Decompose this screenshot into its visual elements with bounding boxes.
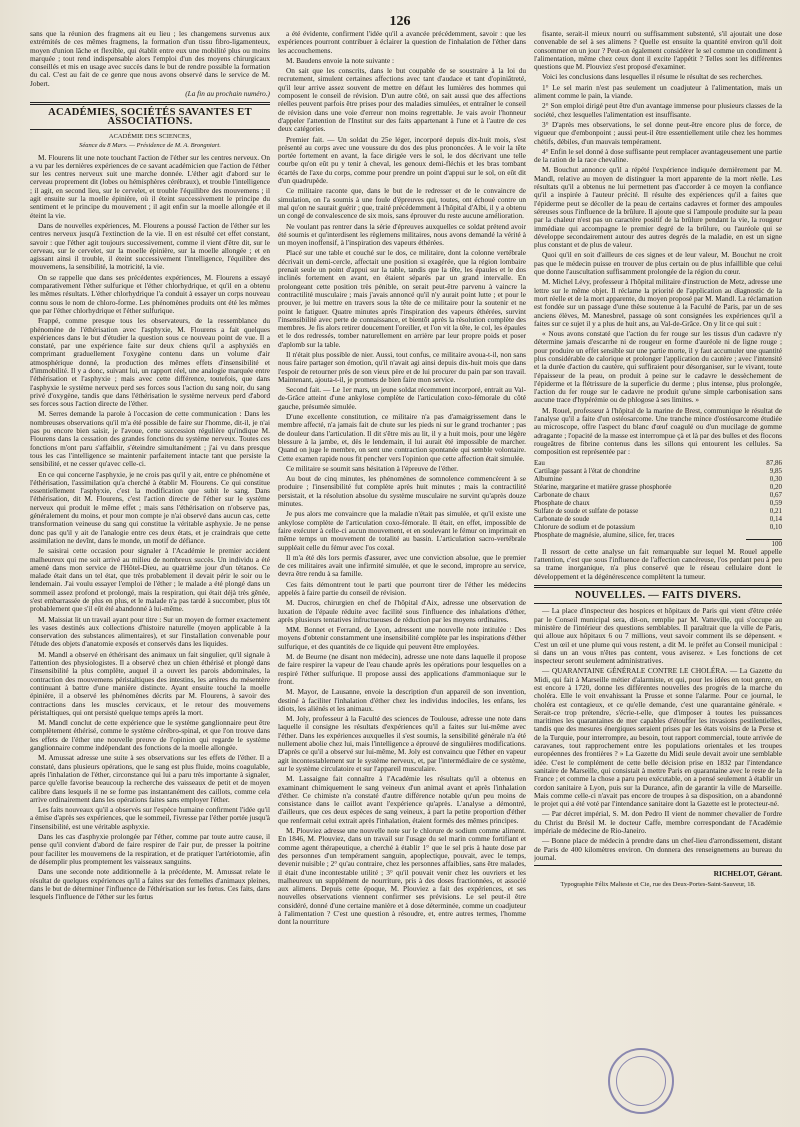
composition-row xyxy=(534,499,782,507)
composition-name: Cartilage passant à l'état de chondrine xyxy=(534,466,641,475)
article-paragraph: Ne voulant pas rentrer dans la série d'épreuves auxquelles ce soldat prétend avoir été soumis et qu'interdisent les règlemens militaires, nous avons demandé la vérité à un moyen inoffensif, à l'inspiration des vapeurs éthérées. xyxy=(278,221,526,248)
article-paragraph: Voici les conclusions dans lesquelles il résume le résultat de ses recherches. xyxy=(542,72,763,82)
session-line: Séance du 8 Mars. — Présidence de M. A. Brongniart. xyxy=(79,142,221,150)
article-paragraph: Frappé, comme presque tous les observateurs, de la ressemblance du phénomène de l'éthérisation avec l'asphyxie, M. Flourens a fait quelques expériences dans le but d'étudier la question sous ce nouveau point de vue. Il a constaté, par une expérience faite sur deux chiens qu'il a asphyxiés en comprimant graduellement l'oxygène contenu dans un volume d'air atmosphérique donné, la production des mêmes effets d'insensibilité et d'immobilité. Il y a donc, suivant lui, un rapport réel, une analogie marquée entre l'éthérisation et l'asphyxie ; mais avec cette différence, toutefois, que dans l'asphyxie le système nerveux perd ses forces sous l'action du sang noir, du sang privé d'oxygène, tandis que dans l'éthérisation le système nerveux perd d'abord ses forces sous l'action directe de l'éther. xyxy=(30,316,270,409)
composition-row xyxy=(534,483,782,491)
article-paragraph: Il n'était plus possible de nier. Aussi, tout confus, ce militaire avoua-t-il, non sans nous faire partager son émotion, qu'il n'avait agi ainsi depuis dix-huit mois que dans l'espoir de retourner près de son vieux père et de lui procurer du pain par son travail. Maintenant, ajouta-t-il, je promets de bien faire mon service. xyxy=(278,349,526,384)
composition-table xyxy=(534,459,782,539)
article-paragraph: M. Rouel, professeur à l'hôpital de la marine de Brest, communique le résultat de l'analyse qu'il a faite d'un ostéosarcome. Une tranche mince d'ostéosarcome étudiée au microscope, offre l'aspect du blanc d'œuf coagulé ou d'un mucilage de gomme adragante ; l'opacité de la masse est interrompue çà et là par des bulles et des flocons rougeâtres de fibrine contenus dans les sillons qui entourent les cellules. Sa composition est représentée par : xyxy=(534,405,782,457)
article-paragraph: a été évidente, confirment l'idée qu'il a avancée précédemment, savoir : que les expériences pourront contribuer à éclairer la question de l'inhalation de l'éther dans les accouchemens. xyxy=(278,30,526,55)
article-paragraph: M. Amussat adresse une suite à ses observations sur les effets de l'éther. Il a constaté, dans plusieurs opérations, que le sang est plus fluide, moins coagulable, après l'inhalation de l'éther, circonstance qui lui a paru très importante à signaler, parce qu'elle favorise beaucoup la recherche des vaisseaux de petit et de moyen calibre dans lesquels il ne se forme pas instantanément des caillots, comme cela arrive ordinairement dans les opérations faites sans employer l'éther. xyxy=(30,753,270,804)
section-divider xyxy=(30,102,270,105)
column-3 xyxy=(534,30,782,1110)
columns xyxy=(30,30,782,1110)
composition-name: Phosphate de chaux xyxy=(534,498,590,507)
page-number: 126 xyxy=(389,14,411,29)
composition-value: 9,85 xyxy=(769,466,782,475)
composition-row xyxy=(534,459,782,467)
article-paragraph: MM. Bonnet et Ferrand, de Lyon, adressent une nouvelle note intitulée : Des moyens d'obtenir constamment une insensibilité complète par les inspirations d'éther sulfurique, et des quantités de ce liquide qui peuvent être employées. xyxy=(278,625,526,651)
news-body xyxy=(534,607,782,862)
composition-name: Phosphate de magnésie, alumine, silice, fer, traces xyxy=(534,530,675,539)
article-paragraph: Je pus alors me convaincre que la maladie n'était pas simulée, et qu'il existe une ankylose complète de l'articulation coxo-fémorale. Il était, en effet, impossible de faire exécuter à celle-ci aucun mouvement, et en soulevant le fémur on imprimait en même temps un mouvement de totalité au bassin. L'articulation sacro-vertébrale suppléait celle du fémur avec l'os coxal. xyxy=(278,509,526,552)
article-paragraph: D'une excellente constitution, ce militaire n'a pas d'amaigrissement dans le membre affecté, n'a jamais fait de chute sur les pieds ni sur le grand trochanter ; pas de douleur dans l'articulation. Il dit s'être mis au lit, il y a huit mois, pour une légère blessure à la jambe, et, dès le lendemain, il lui aurait été impossible de marcher. Quand on juge le membre, on sent une contraction spontanée qui semble volontaire. Cette examen rapide nous fit pencher vers l'opinion que cette affection était simulée. xyxy=(278,412,526,463)
article-paragraph: Ces faits démontrent tout le parti que pourront tirer de l'éther les médecins appelés à faire partie du conseil de révision. xyxy=(278,579,526,597)
composition-row xyxy=(534,515,782,523)
article-paragraph: Il ressort de cette analyse un fait remarquable sur lequel M. Rouel appelle l'attention, c'est que sous l'influence de l'affection cancéreuse, l'os perdant peu à peu sa trame inorganique, n'a plus conservé que le réseau cellulaire dont le développement et la dégénérescence complètent la tumeur. xyxy=(534,546,782,581)
article-paragraph: 2° Son emploi dirigé peut être d'un avantage immense pour plusieurs classes de la société, chez lesquelles l'alimentation est insuffisante. xyxy=(534,101,782,119)
column-1 xyxy=(30,30,270,1110)
composition-value: 0,21 xyxy=(769,506,782,515)
composition-name: Chlorure de sodium et de potassium xyxy=(534,522,635,531)
article-paragraph: Ce militaire se soumit sans hésitation à l'épreuve de l'éther. xyxy=(286,463,459,473)
composition-value: 0,10 xyxy=(769,522,782,531)
section-title: ACADÉMIES, SOCIÉTÉS SAVANTES ET ASSOCIATIONS. xyxy=(48,107,252,127)
article-paragraph: fisante, serait-il mieux nourri ou suffisamment substenté, s'il ajoutait une dose convenable de sel à ses alimens ? Quelle est ensuite la quantité environ qu'il doit consommer en un jour ? Peut-on également considérer le sel comme un condiment à l'alimentation, même chez ceux dont il excite l'appétit ? Telles sont les différentes questions que M. Plouviez s'est proposé d'examiner. xyxy=(534,30,782,72)
col1-intro xyxy=(30,30,270,88)
article-paragraph: M. Flourens lit une note touchant l'action de l'éther sur les centres nerveux. On a vu par les dernières expériences de ce savant académicien que l'action de l'éther sur les centres nerveux suit une marche donnée. L'éther agit d'abord sur le cerveau proprement dit (lobes ou hémisphères cérébraux), et trouble l'intelligence ; il agit, en second lieu, sur le cervelet, et trouble l'équilibre des mouvemens ; il agit ensuite sur la moelle épinière, où il éteint successivement le principe du sentiment et le principe du mouvement ; il agit enfin sur la moelle allongée et il éteint la vie. xyxy=(30,152,270,220)
article-paragraph: M. Plouviez adresse une nouvelle note sur le chlorure de sodium comme aliment. En 1846, M. Plouviez, dans un travail sur l'usage du sel marin comme fortifiant et comme agent thérapeutique, a cherché à établir 1° que le sel pris à haute dose par des personnes d'un tempérament sanguin, apoplectique, pouvait, avec le temps, devenir nuisible ; 2° qu'au contraire, chez les personnes affaiblies, sans être malades, il était d'une incontestable utilité ; 3° qu'il pouvait venir chez les ouvriers et les malheureux un supplément de nourriture, pris à des doses fractionnées, et associé aux alimens. Depuis cette époque, M. Plouviez a fait des expériences, et ses nouvelles observations viennent confirmer ses prévisions. Le sel peut-il être considéré, donné d'une certaine manière et à dose déterminée, comme un coadjuteur à l'alimentation ? C'est une question à résoudre, et, entre autres termes, l'homme dont la nourriture xyxy=(278,826,526,927)
article-paragraph: M. Baudens envoie la note suivante : xyxy=(286,55,395,65)
article-paragraph: On se rappelle que dans ses précédentes expériences, M. Flourens a essayé comparativement l'éther sulfurique et l'éther chlorhydrique, et qu'il en a obtenu les mêmes résultats. L'éther chlorhydrique l'a conduit à essayer un corps nouveau connu sous le nom de chloro-forme. Les phénomènes produits ont été les mêmes que par l'éther chlorhydrique et l'éther sulfurique. xyxy=(30,272,270,315)
news-divider xyxy=(534,585,782,588)
article-paragraph: « Nous avons constaté que l'action du fer rouge sur les tissus d'un cadavre n'y détermine jamais d'escarrhe ni de rougeur en forme d'auréole ni de ligne rouge ; pour produire un effet sensible sur une partie morte, il y faut accumuler une quantité plus considérable de calorique et prolonger l'application du cautère ; avec l'intensité et la durée d'action du cautère, qui suffiraient pour désorganiser, sur le vivant, toute l'épaisseur de la peau, on produit à peine sur le cadavre le dessèchement de l'épiderme et la flétrissure de la superficie du derme ; plus intense, plus prolongée, l'action du fer rouge sur le cadavre ne produit qu'une simple carbonisation sans aucune trace d'hypérémie ou de phlogose à ses limites. » xyxy=(534,329,782,405)
composition-value: 0,67 xyxy=(769,490,782,499)
article-paragraph: M. Michel Lévy, professeur à l'hôpital militaire d'instruction de Metz, adresse une lettre sur le même objet. Il réclame la priorité de l'application au diagnostic de la mort réelle et de la mort apparente, du moyen proposé par M. Mandl. La réclamation est fondée sur un passage d'une thèse soutenue à la Faculté de Paris, par un de ses anciens élèves, M. Manesbrel, passage où sont consignées les expériences qu'il a faites sur ce sujet il y a plus de huit ans, au Val-de-Grâce. On y lit ce qui suit : xyxy=(534,277,782,328)
article-paragraph: Ce militaire raconte que, dans le but de le redresser et de le convaincre de simulation, on l'a soumis à une foule d'épreuves qui, toutes, ont échoué contre un mal qu'on ne saurait guérir ; que, traité précédemment à l'hôpital d'Albi, il y a obtenu un congé de convalescence de six mois, sans éprouver du reste aucune amélioration. xyxy=(278,186,526,221)
news-rule xyxy=(534,603,782,604)
article-paragraph: Second fait. — Le 1er mars, un jeune soldat récemment incorporé, entrait au Val-de-Grâce atteint d'une ankylose complète de l'articulation coxo-fémorale du côté gauche, présumée simulée. xyxy=(278,385,526,411)
composition-row xyxy=(534,467,782,475)
composition-value xyxy=(748,531,782,539)
intro-paragraph: sans que la réunion des fragmens ait eu lieu ; les changemens survenus aux extrémités de ces mêmes fragmens, la formation d'un tissu fibro-ligamenteux, moyen d'union lâche et flexible, qui établit entre eux une mobilité plus ou moins marquée ; tout rend indispensable alors l'emploi d'un des moyens chirurgicaux conseillés et mis en usage avec succès dans le but de rendre possible la formation du cal. C'est au fait de ce genre que nous avons observé dans le service de M. Jobert. xyxy=(30,30,270,88)
article-paragraph: Dans les cas d'asphyxie prolongée par l'éther, comme par toute autre cause, il pense qu'il convient d'abord de faire respirer de l'air pur, de presser la poitrine pour faciliter les mouvemens de la respiration, et de pratiquer l'artériotomie, afin de désemplir plus promptement les vaisseaux sanguins. xyxy=(30,832,270,866)
article-paragraph: Les faits nouveaux qu'il a observés sur l'espèce humaine confirment l'idée qu'il a émise d'après ses expériences, que le sommeil, l'ivresse par l'éther portée jusqu'à l'insensibilité, est une véritable asphyxie. xyxy=(30,805,270,831)
composition-row xyxy=(534,491,782,499)
col3-body xyxy=(534,30,782,457)
composition-value: 0,20 xyxy=(769,482,782,491)
article-paragraph: — Par décret impérial, S. M. don Pedro II vient de nommer chevalier de l'ordre du Christ du Brésil M. le docteur Caffe, membre correspondant de l'Académie impériale de médecine de Rio-Janeiro. xyxy=(534,809,782,836)
printer-line: Typographie Félix Malteste et Cie, rue des Deux-Portes-Saint-Sauveur, 18. xyxy=(560,880,756,888)
article-paragraph: En ce qui concerne l'asphyxie, je ne crois pas qu'il y ait, entre ce phénomène et l'éthérisation, l'assimilation qu'a cherché à établir M. Flourens. Ce qui constitue essentiellement l'asphyxie, c'est la modification que subit le sang. Dans l'éthérisation, dit M. Flourens, c'est l'action directe de l'éther sur le système nerveux qui produit le même effet ; mais sans l'éthérisation on n'observe pas, généralement du moins, et pour mon compte je n'ai observé dans aucun cas, cette transformation veineuse du sang qui constitue la véritable asphyxie. Je ne pense donc pas qu'il y ait de l'analogie entre ces deux états, et je craindrais que cette assimilation ne devînt, dans le monde, un motif de défiance. xyxy=(30,469,270,545)
col1-body xyxy=(30,154,270,902)
composition-row xyxy=(534,507,782,515)
composition-name: Sulfate de soude et sulfate de potasse xyxy=(534,506,639,515)
composition-row xyxy=(534,475,782,483)
continued-note: (La fin au prochain numéro.) xyxy=(185,89,270,99)
article-paragraph: — QUARANTAINE GÉNÉRALE CONTRE LE CHOLÉRA. — La Gazette du Midi, qui fait à Marseille métier d'alarmiste, et qui, pour les idées en tout genre, en est encore à 1720, donne les différentes nouvelles des progrès de la marche du choléra. Elle le voit envahissant la Prusse et sonne l'alarme. Pour ce journal, le choléra est contagieux, et ce qu'elle demande, c'est une quarantaine générale. « Serait-ce trop prétendre, s'écrie-t-elle, que d'imposer à toutes les puissances maritimes les quarantaines de mer capables d'étouffer les invasions pestilentielles, tandis que des mesures énergiques seraient prises par les états voisins de la Perse et de la Turquie, pour interrompre, au besoin, tout rapport commercial, toute arrivée de caravanes, tout rapprochement entre les populations orientales et les troupes européennes des frontières ? » La Gazette du Midi seule devait avoir une semblable idée. C'est le complément de cette belle décision prise en 1832 par l'intendance sanitaire de Marseille, qui consistait à mettre Paris en quarantaine avec le reste de la France ; et comme la chose a paru peu exécutable, on a pensé seulement à établir un cordon sanitaire à Lyon, puis sur la Durance, afin de garantir la ville de Marseille. Mais comme celle-ci n'avait pas encore de troupes à sa disposition, on a abandonné le projet qui a été voté par l'intendance sanitaire dont la Gazette est le protecteur-né. xyxy=(534,666,782,809)
col2-body xyxy=(278,30,526,927)
article-paragraph: Il m'a été dès lors permis d'assurer, avec une conviction absolue, que le premier de ces militaires avait une infirmité simulée, et que le second, impropre au service, devra être rendu à sa famille. xyxy=(278,552,526,579)
article-paragraph: Dans une seconde note additionnelle à la précédente, M. Amussat relate le résultat de quelques expériences qu'il a faites sur des femelles d'animaux pleines, dans le but de déterminer l'influence de l'éthérisation sur les fœtus. Ces faits, dans lesquels l'influence de l'éther sur les fœtus xyxy=(30,867,270,902)
article-paragraph: M. Mayor, de Lausanne, envoie la description d'un appareil de son invention, destiné à faciliter l'inhalation d'éther chez les individus indociles, les enfans, les idiots, les aliénés et les animaux. xyxy=(278,687,526,713)
article-paragraph: M. Mandl conclut de cette expérience que le système ganglionnaire peut être complètement éthérisé, comme le système cérébro-spinal, et que l'on trouve dans les effets de l'éther une nouvelle preuve de l'opinion qui regarde le système ganglionnaire comme indépendant des fonctions de la moelle allongée. xyxy=(30,718,270,753)
composition-row xyxy=(534,523,782,531)
article-paragraph: Premier fait. — Un soldat du 25e léger, incorporé depuis dix-huit mois, s'est présenté au corps avec une voussure du dos des plus prononcées. À le voir la tête portée fortement en avant, la face dirigée vers le sol, le dos décrivant une telle courbe qu'on eût pu y tenir à cheval, les genoux demi-fléchis et les bras tombant écartés de l'axe du corps, comme pour prendre un point d'appui sur le sol, on eût dit d'un quadrupède. xyxy=(278,134,526,186)
article-paragraph: M. Lassaigne fait connaître à l'Académie les résultats qu'il a obtenus en examinant chimiquement le sang veineux d'un animal avant et après l'inhalation d'éther. Ce chimiste n'a constaté d'autre différence notable qu'un peu moins de consistance dans le caillot avant l'expérience qu'après. L'analyse a démontré, d'ailleurs, que ces deux espèces de sang veineux, à part la petite proportion d'éther que renfermait celui extrait après l'inhalation, étaient formés des mêmes principes. xyxy=(278,774,526,825)
article-paragraph: M. Bouchut annonce qu'il a répété l'expérience indiquée dernièrement par M. Mandl, relative au moyen de distinguer la mort apparente de la mort réelle. Les résultats qu'il a obtenus ne lui permettent pas d'accorder à ce moyen la confiance qu'il a inspirée à l'auteur précité. Il résulte des expériences qu'il a faites que l'épiderme peut se décoller de la peau de certains cadavres et former des ampoules séreuses sous l'influence de la brûlure. Il ajoute que si l'ampoule produite sur la peau par la chaleur n'est pas un caractère positif de la brûlure pendant la vie, la rougeur immédiate qui accompagne le premier degré de la brûlure, ou l'auréole qui se développe secondairement autour des autres degrés de la maladie, en est un signe plus constant et de plus de valeur. xyxy=(534,165,782,250)
article-paragraph: M. Serres demande la parole à l'occasion de cette communication : Dans les nombreuses observations qu'il m'a été possible de faire sur l'homme, dit-il, je n'ai pas pu encore bien saisir, je l'avoue, cette succession régulière qu'indique M. Flourens dans la cessation des grandes fonctions du système nerveux. Toutes ces fonctions m'ont paru s'affaiblir, s'éteindre simultanément ; j'ai vu dans presque tous les cas l'intelligence se maintenir parfaitement intacte tant que persiste la sensibilité, et ne cesser qu'avec celle-ci. xyxy=(30,409,270,469)
article-paragraph: 3° D'après mes observations, le sel donne peut-être encore plus de force, de vigueur que d'embonpoint ; aussi peut-il être essentiellement utile chez les hommes chétifs, débiles, d'un mauvais tempérament. xyxy=(534,119,782,146)
article-paragraph: M. Joly, professeur à la Faculté des sciences de Toulouse, adresse une note dans laquelle il consigne les résultats d'expériences qu'il a faites sur lui-même avec l'éther. Dans les expériences auxquelles il s'est soumis, la sensibilité générale n'a été nullement abolie chez lui, mais l'intelligence a éprouvé de singulières modifications. D'après ce qu'il a observé sur lui-même, M. Joly est convaincu que l'éther en vapeur agit incontestablement sur le système nerveux, et, par l'intermédiaire de ce système, sur le système circulatoire et sur l'appareil musculaire. xyxy=(278,714,526,773)
article-paragraph: Je saisirai cette occasion pour signaler à l'Académie le premier accident malheureux qui me soit arrivé au milieu de nombreux succès. Un individu a été amené dans mon service de l'Hôtel-Dieu, au quatrième jour d'un tétanos. Ce malade était dans un tel état, que très probablement il devait périr le soir ou le lendemain. J'ai voulu essayer l'emploi de l'éther ; le malade a été plongé dans un sommeil assez profond et prolongé, mais la respiration, qui était déjà très gênée, s'est embarrassée de plus en plus, et le malade n'a pas tardé à succomber, plus tôt probablement que s'il eût été abandonné à lui-même. xyxy=(30,546,270,614)
composition-name: Carbonate de soude xyxy=(534,514,590,523)
article-paragraph: — Bonne place de médecin à prendre dans un chef-lieu d'arrondissement, distant de Paris de 400 kilomètres environ. On donnera des renseignemens au bureau du journal. xyxy=(534,836,782,862)
footer-rule xyxy=(534,865,782,866)
article-paragraph: 1° Le sel marin n'est pas seulement un coadjuteur à l'alimentation, mais un aliment comme le pain, la viande. xyxy=(534,82,782,101)
article-paragraph: M. Mandl a observé en éthérisant des animaux un fait singulier, qu'il signale à l'attention des physiologistes. Il a observé chez un chien éthérisé et plongé dans l'insensibilité la plus complète, auquel il a ouvert les parois abdominales, la contraction des mouvemens péristaltiques des intestins, les artères du mésentère continuant à battre d'une manière distincte. Ayant ensuite touché la moelle épinière, il a observé les phénomènes décrits par M. Flourens, à savoir des contractions dans les muscles cervicaux, et le retour des mouvemens péristaltiques, qui ont persisté quelque temps après la mort. xyxy=(30,649,270,717)
article-paragraph: On sait que les conscrits, dans le but coupable de se soustraire à la loi du recrutement, simulent certaines affections avec tant d'audace et tant d'opiniâtreté, qu'il leur arrive assez souvent de mettre en défaut les lumières des hommes qui composent le conseil de révision. D'un autre côté, on sait aussi que des affections réelles peuvent parfois être prises pour des maladies simulées, et entraîner le conseil de révision dans une voie d'erreur non moins regrettable. Je vais avoir l'honneur d'appeler l'attention de l'Institut sur des faits appartenant à l'une et à l'autre de ces deux catégories. xyxy=(278,66,526,134)
composition-total: 100 xyxy=(746,539,782,548)
article-paragraph: — La place d'inspecteur des hospices et hôpitaux de Paris qui vient d'être créée par le Conseil municipal sera, dit-on, remplie par M. Vatteville, qui s'occupe au ministère de l'intérieur des questions semblables. Il paraîtrait que la ville de Paris, qui alloue aux hôpitaux 6 ou 7 millions, veut savoir comment ils se dépensent. « C'est un œil et une plume qui vous restent, a dit M. le préfet au Conseil municipal : si dans un an vous n'êtes pas content, vous aviserez. » Les fonctions de cet inspecteur seront seulement administratives. xyxy=(534,606,782,666)
composition-value: 0,14 xyxy=(769,514,782,523)
composition-value: 87,86 xyxy=(766,458,782,467)
signature: RICHELOT, Gérant. xyxy=(713,869,782,879)
article-paragraph: Quoi qu'il en soit d'ailleurs de ces signes et de leur valeur, M. Bouchut ne croit pas que le médecin puisse en trouver de plus certain ou de plus infaillible que celui que donne l'auscultation suffisamment prolongée de la région du cœur. xyxy=(534,250,782,277)
composition-name: Stéarine, margarine et matière grasse phosphorée xyxy=(534,482,672,491)
library-stamp-icon xyxy=(608,1048,674,1114)
news-title: NOUVELLES. — FAITS DIVERS. xyxy=(574,590,742,602)
column-2 xyxy=(278,30,526,1110)
article-paragraph: Placé sur une table et couché sur le dos, ce militaire, dont la colonne vertébrale décrivait un demi-cercle, affectait une position si exagérée, que la région lombaire prenait seule un point d'appui sur la table, tandis que la tête, les épaules et le dos inclinés fortement en avant, en étaient séparés par un grand intervalle. En prolongeant cette position très pénible, on serait peut-être parvenu à vaincre la contractilité musculaire ; mais j'avais annoncé qu'il n'y aurait point lutte ; et pour le prouver, je lui mettre en travers sous la tête de ce militaire pour la soutenir et ne point le fatiguer. Quatre minutes après l'inspiration des vapeurs éthérées, survint l'insensibilité avec perte de connaissance, et bientôt après la résolution complète des membres. Je fis alors retirer doucement l'oreiller, et l'on vit la tête, le col, les épaules et le dos redressés, tomber naturellement en arrière par leur propre poids et poser d'aplomb sur la table. xyxy=(278,248,526,349)
composition-name: Albumine xyxy=(534,474,562,483)
composition-name: Carbonate de chaux xyxy=(534,490,590,499)
composition-value: 0,30 xyxy=(769,474,782,483)
article-paragraph: Au bout de cinq minutes, les phénomènes de somnolence commencèrent à se produire ; l'insensibilité fut complète après huit minutes ; mais la contractilité persistait, et la résolution absolue du système musculaire ne survint qu'après douze minutes. xyxy=(278,474,526,509)
article-paragraph: M. de Beurne (ne disant non médecin), adresse une note dans laquelle il propose de faire respirer la vapeur de l'eau chaude après les opérations pour lesquelles on a respiré l'éther sulfurique. Il propose aussi des applications d'ammoniaque sur le front. xyxy=(278,652,526,686)
article-paragraph: M. Ducros, chirurgien en chef de l'hôpital d'Aix, adresse une observation de luxation de l'épaule réduite avec facilité sous l'influence des inhalations d'éther, après plusieurs tentatives infructueuses de réduction par les moyens ordinaires. xyxy=(278,598,526,624)
academy-subtitle: ACADÉMIE DES SCIENCES, xyxy=(108,132,192,140)
composition-name: Eau xyxy=(534,458,545,467)
section-rule xyxy=(30,129,270,130)
composition-row xyxy=(534,531,782,539)
article-paragraph: M. Maissiat lit un travail ayant pour titre : Sur un moyen de former exactement les vases destinés aux collections d'histoire naturelle (moyen applicable à la conservation des substances alimentaires), et sur l'installation convenable pour l'étude des objets d'anatomie exposés et conservés dans les liquides. xyxy=(30,614,270,649)
col3-after-table xyxy=(534,548,782,581)
article-paragraph: Dans de nouvelles expériences, M. Flourens a poussé l'action de l'éther sur les centres nerveux jusqu'à l'extinction de la vie. Il en est résulté cet effet constant, savoir : que l'éther agit toujours successivement, comme il vient d'être dit, sur le cerveau, sur le cervelet, sur la moelle épinière, sur la moelle allongée ; et en agissant ainsi il trouble, il éteint successivement l'intelligence, l'équilibre des mouvemens, la sensibilité, la motricité, la vie. xyxy=(30,220,270,272)
article-paragraph: 4° Enfin le sel donné à dose suffisante peut remplacer avantageusement une partie de la ration de la race chevaline. xyxy=(534,146,782,165)
composition-value: 0,59 xyxy=(769,498,782,507)
